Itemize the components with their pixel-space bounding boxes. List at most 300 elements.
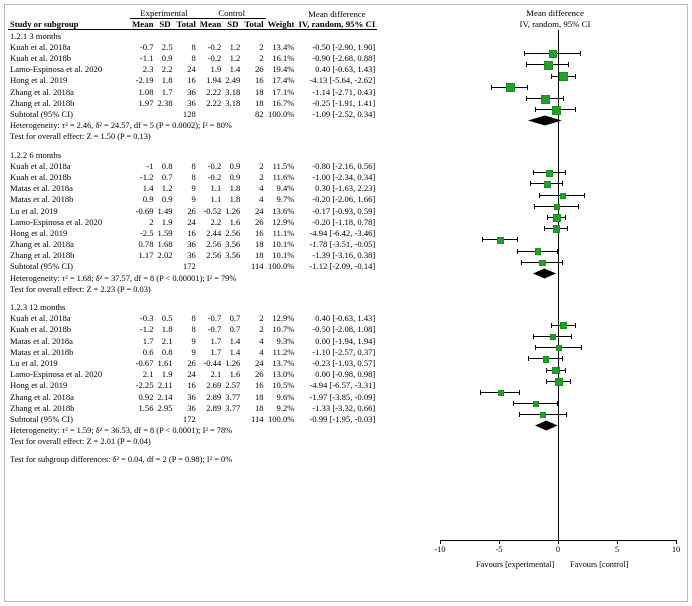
cell-exp-total: 8	[191, 41, 196, 52]
cell-study: Zhang et al. 2018b	[10, 97, 75, 108]
cell-study: Hong et al. 2019	[10, 227, 68, 238]
cell-ctrl-total: 4	[259, 194, 264, 205]
cell-study: Matas et al. 2018a	[10, 183, 74, 194]
cell-ctrl-total: 16	[254, 227, 264, 238]
cell-exp-total: 9	[191, 346, 196, 357]
cell-exp-total: 16	[187, 227, 196, 238]
cell-ctrl-sd: 2.57	[225, 380, 241, 391]
ci-cap	[547, 215, 548, 220]
table-row	[8, 260, 377, 271]
cell-exp-total: 8	[191, 171, 196, 182]
cell-ctrl-sd: 1.8	[229, 183, 241, 194]
effect-estimate-marker	[539, 260, 545, 266]
spacer-row	[8, 141, 377, 148]
cell-ctrl-sd: 1.6	[229, 216, 241, 227]
stat-row	[8, 453, 377, 464]
cell-exp-mean: -2.25	[135, 380, 154, 391]
x-axis-tick-label: -10	[434, 545, 446, 554]
cell-mean-difference: 0.00 [-1.94, 1.94]	[315, 335, 376, 346]
cell-mean-difference: -1.97 [-3.85, -0.09]	[309, 391, 376, 402]
ci-cap	[567, 226, 568, 231]
cell-exp-mean: -1	[146, 160, 154, 171]
cell-ctrl-total: 2	[259, 313, 264, 324]
effect-estimate-marker	[554, 204, 560, 210]
cell-weight: 12.9%	[272, 216, 295, 227]
cell-exp-total: 9	[191, 183, 196, 194]
cell-weight: 9.2%	[276, 402, 295, 413]
cell-mean-difference: 0.30 [-1.63, 2.23]	[315, 183, 376, 194]
cell-study: Lamo-Espinosa et al. 2020	[10, 216, 103, 227]
cell-exp-mean	[130, 413, 156, 424]
table-row	[8, 238, 377, 249]
stat-row	[8, 435, 377, 446]
cell-ctrl-total: 4	[259, 183, 264, 194]
cell-ctrl-total: 4	[259, 335, 264, 346]
cell-ctrl-sd: 1.26	[225, 357, 241, 368]
ci-cap	[533, 334, 534, 339]
table-row	[8, 182, 377, 193]
stat-row	[8, 301, 377, 312]
cell-ctrl-sd: 0.7	[229, 313, 241, 324]
cell-ctrl-mean: -0.2	[207, 171, 222, 182]
ci-cap	[513, 401, 514, 406]
effect-estimate-marker	[541, 95, 550, 104]
effect-estimate-marker	[555, 378, 562, 385]
table-row	[8, 171, 377, 182]
cell-ctrl-total: 18	[254, 239, 264, 250]
cell-weight: 16.1%	[272, 53, 295, 64]
cell-ctrl-mean: -0.2	[207, 53, 222, 64]
cell-ctrl-total: 18	[254, 97, 264, 108]
cell-ctrl-total: 18	[254, 391, 264, 402]
favours-control-label: Favours [control]	[570, 560, 629, 569]
cell-ctrl-total: 2	[259, 41, 264, 52]
cell-ctrl-sd: 1.26	[225, 205, 241, 216]
overall-effect: Test for overall effect: Z = 1.50 (P = 0.13)	[10, 132, 151, 142]
ci-cap	[482, 237, 483, 242]
table-row	[8, 402, 377, 413]
cell-ctrl-mean: 2.2	[210, 216, 222, 227]
cell-mean-difference: -1.10 [-2.57, 0.37]	[312, 346, 376, 357]
subtotal-diamond	[529, 268, 560, 279]
cell-exp-total: 26	[187, 205, 196, 216]
effect-estimate-marker	[560, 322, 567, 329]
cell-mean-difference: -1.09 [-2.52, 0.34]	[312, 109, 376, 119]
cell-ctrl-sd: 1.4	[229, 335, 241, 346]
x-axis-tick-label: 0	[555, 545, 561, 554]
exp-sd-header: SD	[159, 19, 171, 29]
cell-ctrl-sd: 3.56	[225, 250, 241, 261]
cell-exp-mean: 2.1	[142, 369, 154, 380]
cell-exp-sd: 2.11	[157, 380, 173, 391]
cell-weight: 11.6%	[272, 171, 295, 182]
cell-study: Kuah et al. 2018b	[10, 324, 72, 335]
overall-effect: Test for overall effect: Z = 2.23 (P = 0.03)	[10, 284, 151, 294]
cell-exp-total: 172	[182, 261, 196, 272]
table-row	[8, 193, 377, 204]
ctrl-sd-header: SD	[227, 19, 239, 29]
cell-ctrl-mean: 1.7	[210, 346, 222, 357]
ci-cap	[526, 96, 527, 101]
cell-ctrl-mean: 2.69	[206, 380, 222, 391]
cell-weight: 16.7%	[272, 97, 295, 108]
cell-ctrl-sd: 0.7	[229, 324, 241, 335]
cell-ctrl-mean: 2.56	[206, 239, 222, 250]
effect-estimate-marker	[533, 401, 539, 407]
subtotal-diamond	[524, 115, 566, 126]
cell-ctrl-mean: -0.2	[207, 41, 222, 52]
ci-cap	[557, 401, 558, 406]
cell-study: Matas et al. 2018b	[10, 346, 74, 357]
cell-study: Zhang et al. 2018b	[10, 402, 75, 413]
cell-ctrl-mean: 2.22	[206, 86, 222, 97]
cell-exp-total: 8	[191, 53, 196, 64]
weight-group-spacer	[266, 8, 297, 19]
cell-exp-sd: 1.68	[157, 239, 173, 250]
cell-mean-difference: -4.94 [-6.42, -3.46]	[309, 227, 376, 238]
cell-exp-sd: 0.5	[161, 313, 173, 324]
stat-row	[8, 271, 377, 282]
cell-mean-difference: -4.94 [-6.57, -3.31]	[309, 380, 376, 391]
favours-experimental-label: Favours [experimental]	[476, 560, 555, 569]
exp-mean-header: Mean	[132, 19, 154, 29]
header-group-row	[8, 8, 377, 19]
cell-ctrl-mean: 1.7	[210, 335, 222, 346]
ci-cap	[578, 204, 579, 209]
cell-ctrl-sd: 1.6	[229, 369, 241, 380]
cell-exp-sd: 2.1	[161, 335, 173, 346]
ci-cap	[519, 390, 520, 395]
cell-weight: 100.0%	[267, 413, 295, 424]
table-row	[8, 249, 377, 260]
exp-total-header: Total	[176, 19, 196, 29]
plot-subtitle: IV, random, 95% CI	[519, 19, 591, 29]
ci-cap	[539, 193, 540, 198]
cell-ctrl-mean: -0.2	[207, 160, 222, 171]
ci-cap	[563, 96, 564, 101]
cell-study: Zhang et al. 2018a	[10, 86, 74, 97]
stat-row	[8, 148, 377, 159]
cell-exp-sd: 2.95	[157, 402, 173, 413]
cell-ctrl-sd: 0.9	[229, 160, 241, 171]
heterogeneity: Heterogeneity: τ² = 1.59; δ² = 36.53, df = 8 (P < 0.0001); I² = 78%	[10, 426, 233, 436]
cell-weight: 17.1%	[272, 86, 295, 97]
cell-exp-mean: -0.69	[135, 205, 154, 216]
effect-estimate-marker	[549, 50, 557, 58]
cell-ctrl-total: 26	[254, 216, 264, 227]
effect-estimate-marker	[556, 345, 562, 351]
cell-mean-difference: 0.40 [-0.63, 1.43]	[315, 64, 376, 75]
ci-cap	[551, 74, 552, 79]
cell-exp-total: 36	[187, 97, 196, 108]
col-study-header	[8, 8, 130, 19]
table-row	[8, 52, 377, 63]
ci-cap	[565, 368, 566, 373]
cell-exp-total: 9	[191, 335, 196, 346]
experimental-group-header: Experimental	[130, 8, 198, 19]
cell-ctrl-total: 24	[254, 357, 264, 368]
cell-exp-mean: -1.2	[139, 171, 154, 182]
ci-cap	[530, 181, 531, 186]
cell-ctrl-sd	[223, 108, 242, 119]
cell-exp-total: 36	[187, 402, 196, 413]
x-axis-tick	[676, 540, 677, 544]
cell-ctrl-total: 4	[259, 346, 264, 357]
cell-ctrl-mean: -0.7	[207, 324, 222, 335]
table-row	[8, 204, 377, 215]
cell-mean-difference: -0.80 [-2.16, 0.56]	[312, 160, 376, 171]
cell-ctrl-total: 18	[254, 86, 264, 97]
ci-cap	[546, 379, 547, 384]
cell-weight: 9.7%	[276, 194, 295, 205]
cell-ctrl-total: 2	[259, 171, 264, 182]
forest-plot-area	[430, 18, 680, 578]
cell-ctrl-sd: 3.18	[225, 86, 241, 97]
cell-mean-difference: -0.50 [-2.90, 1.90]	[312, 41, 376, 52]
ci-cap	[580, 51, 581, 56]
effect-estimate-marker	[535, 248, 541, 254]
cell-exp-total: 9	[191, 194, 196, 205]
cell-weight: 12.9%	[272, 313, 295, 324]
cell-exp-total: 8	[191, 313, 196, 324]
cell-exp-sd	[156, 260, 175, 271]
x-axis-tick-label: 10	[671, 545, 681, 554]
cell-weight: 10.5%	[272, 380, 295, 391]
cell-exp-sd: 1.61	[157, 357, 173, 368]
study-col-header: Study or subgroup	[10, 19, 79, 29]
ci-cap	[533, 170, 534, 175]
cell-study: Subtotal (95% CI)	[10, 413, 74, 424]
overall-effect: Test for overall effect: Z = 2.01 (P = 0.04)	[10, 437, 151, 447]
effect-estimate-marker	[540, 412, 546, 418]
ci-cap	[534, 204, 535, 209]
x-axis-tick	[499, 540, 500, 544]
subgroup-label: 1.2.2 6 months	[10, 149, 62, 160]
cell-ctrl-sd: 1.2	[229, 41, 241, 52]
cell-study: Subtotal (95% CI)	[10, 261, 74, 272]
cell-exp-mean: 0.6	[142, 346, 154, 357]
cell-study: Lamo-Espinosa et al. 2020	[10, 64, 103, 75]
effect-estimate-marker	[552, 367, 560, 375]
cell-weight: 100.0%	[267, 261, 295, 272]
cell-study: Lu et al. 2019	[10, 205, 58, 216]
ci-cap	[535, 345, 536, 350]
cell-weight: 10.7%	[272, 324, 295, 335]
ci-cap	[568, 62, 569, 67]
cell-study: Kuah et al. 2018b	[10, 53, 72, 64]
cell-exp-sd: 0.9	[161, 194, 173, 205]
cell-study: Lamo-Espinosa et al. 2020	[10, 369, 103, 380]
cell-exp-sd: 1.9	[161, 369, 173, 380]
x-axis-tick-label: -5	[495, 545, 503, 554]
cell-ctrl-sd: 2.56	[225, 227, 241, 238]
table-row	[8, 41, 377, 52]
cell-mean-difference: 0.00 [-0.98, 0.98]	[315, 369, 376, 380]
cell-ctrl-mean: 1.9	[210, 64, 222, 75]
cell-mean-difference: -1.14 [-2.71, 0.43]	[312, 86, 376, 97]
cell-ctrl-total: 16	[254, 75, 264, 86]
cell-exp-total: 172	[182, 413, 196, 424]
effect-estimate-marker	[553, 214, 561, 222]
stat-row	[8, 424, 377, 435]
cell-mean-difference: -0.25 [-1.91, 1.41]	[312, 97, 376, 108]
cell-exp-sd: 2.2	[161, 64, 173, 75]
cell-weight: 10.1%	[272, 250, 295, 261]
ci-cap	[575, 74, 576, 79]
cell-exp-sd	[156, 413, 175, 424]
table-head	[8, 8, 377, 30]
cell-exp-mean: -0.7	[139, 41, 154, 52]
cell-exp-mean: 2	[149, 216, 154, 227]
ci-cap	[584, 193, 585, 198]
cell-weight: 11.5%	[272, 160, 295, 171]
cell-ctrl-mean: 2.56	[206, 250, 222, 261]
cell-ctrl-mean	[198, 413, 224, 424]
cell-mean-difference: -1.33 [-3.32, 0.66]	[312, 402, 376, 413]
cell-exp-sd: 1.8	[161, 75, 173, 86]
cell-exp-total: 26	[187, 357, 196, 368]
cell-mean-difference: -1.39 [-3.16, 0.38]	[312, 250, 376, 261]
cell-ctrl-sd: 1.2	[229, 53, 241, 64]
cell-ctrl-total: 2	[259, 324, 264, 335]
cell-weight: 13.6%	[272, 205, 295, 216]
table-row	[8, 74, 377, 85]
table-row	[8, 97, 377, 108]
cell-study: Matas et al. 2018b	[10, 194, 74, 205]
cell-mean-difference: -1.12 [-2.09, -0.14]	[309, 261, 376, 272]
cell-ctrl-mean: 2.44	[206, 227, 222, 238]
spacer-row	[8, 294, 377, 301]
table-row	[8, 413, 377, 424]
cell-exp-mean: 1.97	[138, 97, 154, 108]
cell-exp-mean: 1.4	[142, 183, 154, 194]
table-row	[8, 379, 377, 390]
cell-weight: 100.0%	[267, 109, 295, 119]
ci-cap	[546, 368, 547, 373]
ci-cap	[527, 85, 528, 90]
ci-cap	[570, 379, 571, 384]
cell-exp-mean	[130, 108, 156, 119]
cell-study: Kuah et al. 2018a	[10, 160, 71, 171]
weight-col-header: Weight	[267, 19, 295, 29]
heterogeneity: Heterogeneity: τ² = 1.68; δ² = 37.57, df = 8 (P < 0.00001); I² = 79%	[10, 273, 237, 283]
x-axis-tick	[558, 540, 559, 544]
cell-exp-total: 36	[187, 391, 196, 402]
cell-mean-difference: -0.99 [-1.95, -0.03]	[309, 413, 376, 424]
cell-ctrl-sd: 1.4	[229, 64, 241, 75]
cell-exp-sd: 1.7	[161, 86, 173, 97]
cell-mean-difference: -0.90 [-2.68, 0.88]	[312, 53, 376, 64]
table-body	[8, 30, 377, 465]
md-group-header: Mean difference	[308, 8, 366, 19]
control-group-header: Control	[198, 8, 266, 19]
cell-weight: 13.7%	[272, 357, 295, 368]
cell-exp-sd: 2.02	[157, 250, 173, 261]
effect-estimate-marker	[553, 225, 560, 232]
cell-weight: 11.2%	[272, 346, 295, 357]
stat-row	[8, 30, 377, 41]
cell-ctrl-mean: 1.94	[206, 75, 222, 86]
cell-exp-sd: 2.5	[161, 41, 173, 52]
cell-ctrl-mean	[198, 260, 224, 271]
cell-mean-difference: -1.00 [-2.34, 0.34]	[312, 171, 376, 182]
cell-exp-total: 24	[187, 216, 196, 227]
table-row	[8, 368, 377, 379]
x-axis-tick	[440, 540, 441, 544]
ci-cap	[544, 226, 545, 231]
cell-study: Hong et al. 2019	[10, 380, 68, 391]
md-col-header: IV, random, 95% CI	[298, 19, 376, 29]
ci-cap	[480, 390, 481, 395]
cell-ctrl-sd	[223, 413, 242, 424]
ci-cap	[562, 356, 563, 361]
ci-cap	[528, 356, 529, 361]
effect-estimate-marker	[550, 334, 556, 340]
cell-mean-difference: -1.78 [-3.51, -0.05]	[309, 239, 376, 250]
effect-estimate-marker	[560, 193, 566, 199]
stat-row	[8, 283, 377, 294]
table-row	[8, 85, 377, 96]
effect-estimate-marker	[498, 390, 504, 396]
cell-exp-sd: 2.14	[157, 391, 173, 402]
cell-ctrl-sd	[223, 260, 242, 271]
effect-estimate-marker	[546, 170, 553, 177]
table-row	[8, 334, 377, 345]
cell-study: Hong et al. 2019	[10, 75, 68, 86]
subgroup-differences-test: Test for subgroup differences: δ² = 0.04, df = 2 (P = 0.98); I² = 0%	[10, 455, 233, 465]
effect-estimate-marker	[552, 106, 561, 115]
heterogeneity: Heterogeneity: τ² = 2.46, δ² = 24.57, df = 5 (P = 0.0002); I² = 80%	[10, 121, 232, 131]
cell-exp-mean	[130, 260, 156, 271]
subtotal-diamond	[531, 420, 562, 431]
cell-ctrl-total: 26	[254, 369, 264, 380]
cell-ctrl-total: 2	[259, 160, 264, 171]
cell-study: Kuah et al. 2018a	[10, 41, 71, 52]
cell-exp-sd	[156, 108, 175, 119]
table-row	[8, 346, 377, 357]
cell-study: Kuah et al. 2018b	[10, 171, 72, 182]
cell-mean-difference: -0.23 [-1.03, 0.57]	[312, 357, 376, 368]
effect-estimate-marker	[544, 61, 553, 70]
cell-weight: 13.4%	[272, 41, 295, 52]
cell-ctrl-sd: 3.77	[225, 402, 241, 413]
cell-exp-total: 8	[191, 160, 196, 171]
cell-weight: 9.4%	[276, 183, 295, 194]
cell-exp-mean: 1.56	[138, 402, 154, 413]
cell-ctrl-sd: 1.4	[229, 346, 241, 357]
effect-estimate-marker	[544, 181, 551, 188]
cell-study: Matas et al. 2018a	[10, 335, 74, 346]
cell-ctrl-total: 82	[254, 109, 264, 119]
cell-exp-sd: 1.8	[161, 324, 173, 335]
table-row	[8, 160, 377, 171]
subgroup-label: 1.2.3 12 months	[10, 302, 66, 312]
effect-estimate-marker	[506, 83, 515, 92]
table-row	[8, 323, 377, 334]
cell-exp-mean: 1.08	[138, 86, 154, 97]
stat-row	[8, 130, 377, 141]
cell-exp-total: 36	[187, 239, 196, 250]
cell-ctrl-sd: 2.49	[225, 75, 241, 86]
cell-exp-total: 16	[187, 380, 196, 391]
cell-study: Zhang et al. 2018a	[10, 391, 74, 402]
cell-ctrl-total: 114	[250, 413, 264, 424]
cell-weight: 13.0%	[272, 369, 295, 380]
cell-weight: 17.4%	[272, 75, 295, 86]
cell-ctrl-sd: 1.8	[229, 194, 241, 205]
cell-study: Lu et al. 2019	[10, 357, 58, 368]
cell-ctrl-total: 26	[254, 64, 264, 75]
